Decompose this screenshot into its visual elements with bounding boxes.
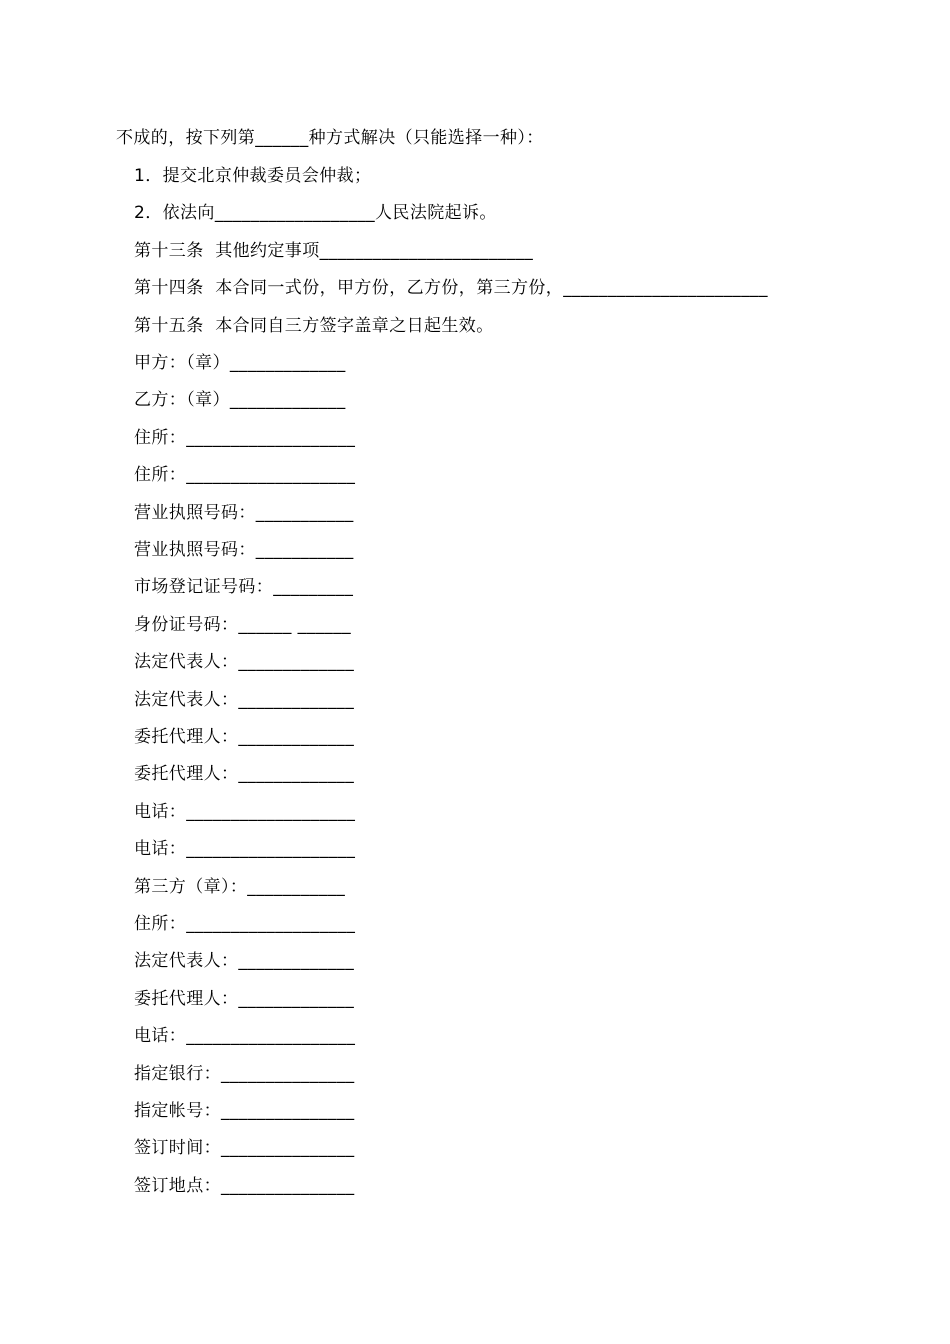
business-license-field: 营业执照号码：___________ <box>134 540 354 560</box>
phone-field: 电话：___________________ <box>134 839 356 859</box>
legal-representative-field: 法定代表人：_____________ <box>134 951 355 971</box>
legal-representative-field: 法定代表人：_____________ <box>134 652 355 672</box>
signing-time-field: 签订时间：_______________ <box>134 1138 355 1158</box>
signing-place-field: 签订地点：_______________ <box>134 1176 355 1196</box>
phone-field: 电话：___________________ <box>134 802 356 822</box>
address-field: 住所：___________________ <box>134 465 356 485</box>
address-field: 住所：___________________ <box>134 428 356 448</box>
legal-representative-field: 法定代表人：_____________ <box>134 690 355 710</box>
party-b-seal: 乙方：（章）_____________ <box>134 390 346 410</box>
third-party-seal: 第三方（章）：___________ <box>134 877 346 897</box>
market-registration-field: 市场登记证号码：_________ <box>134 577 354 597</box>
phone-field: 电话：___________________ <box>134 1026 356 1046</box>
authorized-agent-field: 委托代理人：_____________ <box>134 989 355 1009</box>
option-arbitration: 1．提交北京仲裁委员会仲裁； <box>134 166 372 186</box>
authorized-agent-field: 委托代理人：_____________ <box>134 764 355 784</box>
article-13: 第十三条 其他约定事项________________________ <box>134 241 534 261</box>
designated-bank-field: 指定银行：_______________ <box>134 1064 355 1084</box>
authorized-agent-field: 委托代理人：_____________ <box>134 727 355 747</box>
business-license-field: 营业执照号码：___________ <box>134 503 354 523</box>
article-15: 第十五条 本合同自三方签字盖章之日起生效。 <box>134 316 494 336</box>
clause-dispute-resolution: 不成的，按下列第______种方式解决（只能选择一种）： <box>116 128 544 148</box>
article-14: 第十四条 本合同一式份，甲方份，乙方份，第三方份，_______________________ <box>134 278 768 298</box>
designated-account-field: 指定帐号：_______________ <box>134 1101 355 1121</box>
id-number-field: 身份证号码：______ ______ <box>134 615 352 635</box>
party-a-seal: 甲方：（章）_____________ <box>134 353 346 373</box>
address-field: 住所：___________________ <box>134 914 356 934</box>
option-court: 2．依法向__________________人民法院起诉。 <box>134 203 497 223</box>
